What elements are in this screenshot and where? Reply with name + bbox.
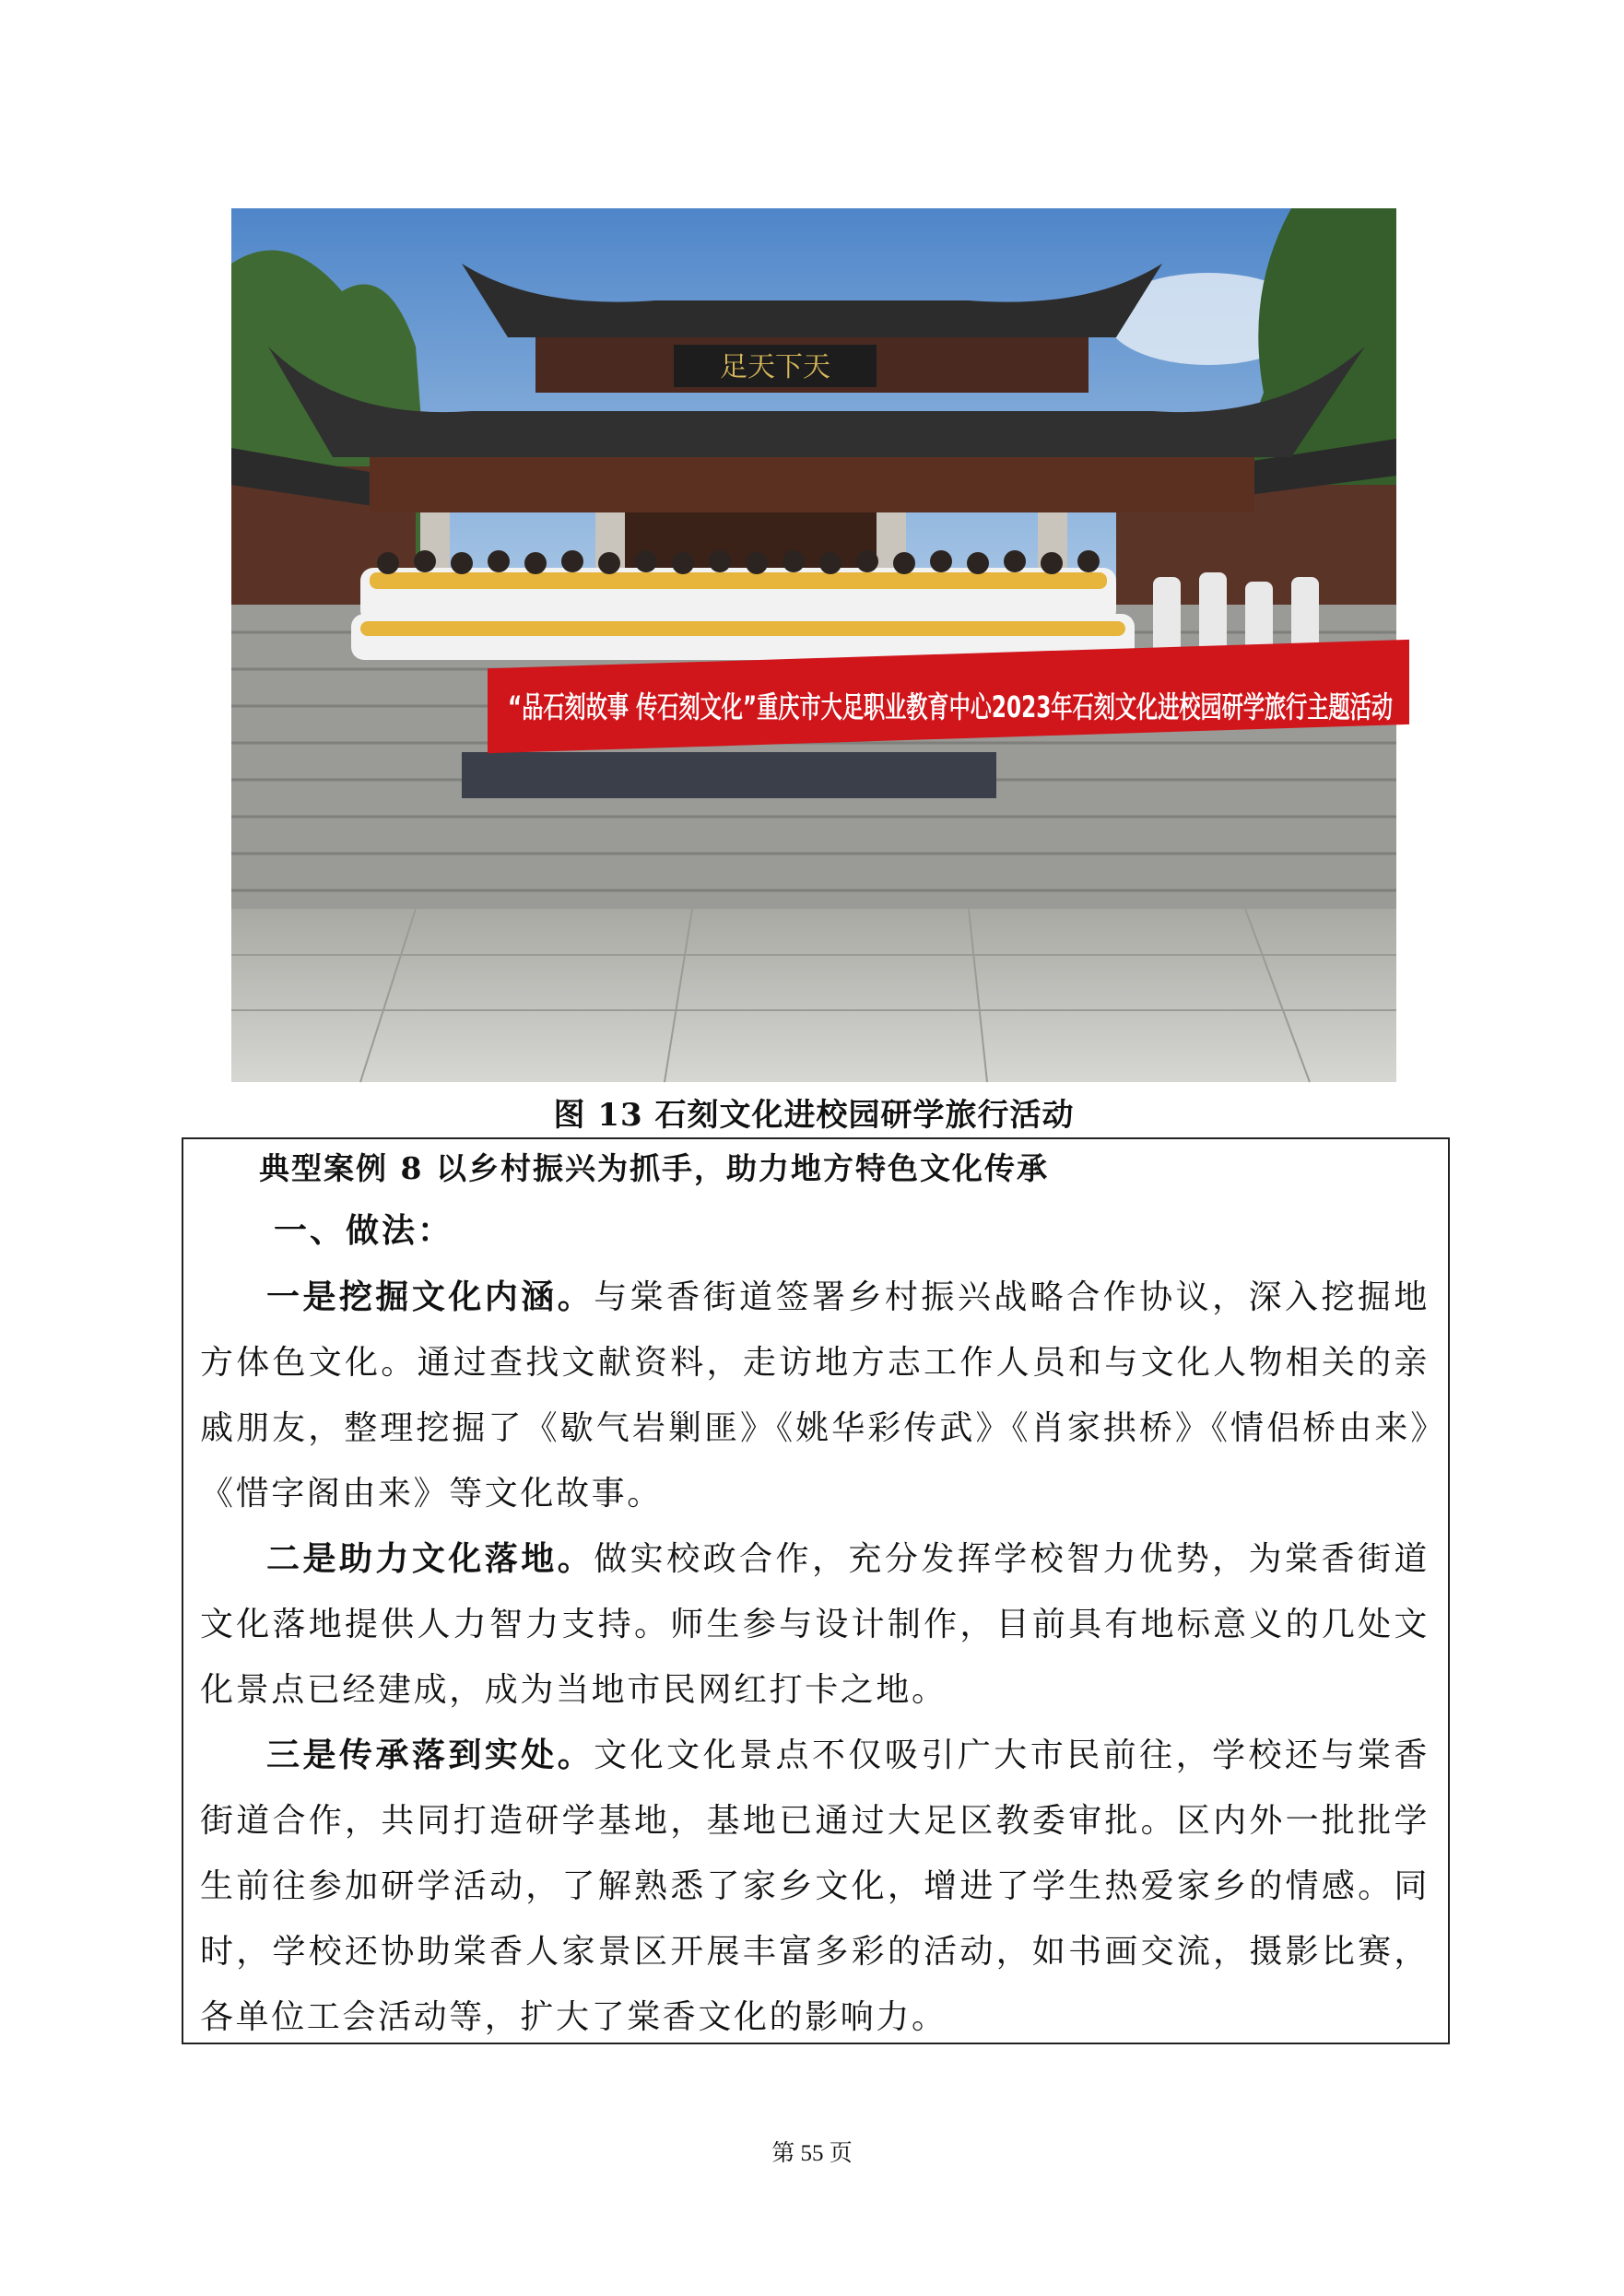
paragraph-lead: 一是挖掘文化内涵。 xyxy=(266,1278,594,1316)
paragraph-mining-culture xyxy=(200,1265,1430,1526)
paragraph-body: 与棠香街道签署乡村振兴战略合作协议，深入挖掘地方体色文化。通过查找文献资料，走访地方志工作人员和与文化人物相关的亲戚朋友，整理挖掘了《歇气岩剿匪》《姚华彩传武》《肖家拱桥》《情侣桥由来》《惜字阁由来》等文化故事。 xyxy=(200,1278,1430,1513)
paragraph-inheritance xyxy=(200,1723,1430,2050)
paragraph-lead: 三是传承落到实处。 xyxy=(266,1736,594,1774)
group-photo xyxy=(231,208,1396,1082)
case-study-box xyxy=(182,1137,1450,2044)
group-photo-illustration xyxy=(231,208,1396,1082)
paragraph-body: 做实校政合作，充分发挥学校智力优势，为棠香街道文化落地提供人力智力支持。师生参与设计制作，目前具有地标意义的几处文化景点已经建成，成为当地市民网红打卡之地。 xyxy=(200,1540,1430,1709)
paragraph-body: 文化文化景点不仅吸引广大市民前往，学校还与棠香街道合作，共同打造研学基地，基地已通过大足区教委审批。区内外一批批学生前往参加研学活动，了解熟悉了家乡文化，增进了学生热爱家乡的情感。同时，学校还协助棠香人家景区开展丰富多彩的活动，如书画交流，摄影比赛，各单位工会活动等，扩大了棠香文化的影响力。 xyxy=(200,1737,1430,2036)
figure-caption: 图 13 石刻文化进校园研学旅行活动 xyxy=(553,1097,1075,1134)
paragraph-culture-landing xyxy=(200,1526,1430,1723)
banner-text: “品石刻故事 传石刻文化”重庆市大足职业教育中心2023年石刻文化进校园研学旅行主题活动 xyxy=(508,689,1393,724)
paragraph-lead: 二是助力文化落地。 xyxy=(266,1539,594,1578)
case-title: 典型案例 8 以乡村振兴为抓手，助力地方特色文化传承 xyxy=(259,1150,1049,1186)
plaque-text: 足天下天 xyxy=(720,351,830,383)
page-number: 第 55 页 xyxy=(771,2141,853,2166)
case-paragraphs xyxy=(200,1265,1430,2050)
section-heading: 一、做法： xyxy=(274,1211,454,1250)
